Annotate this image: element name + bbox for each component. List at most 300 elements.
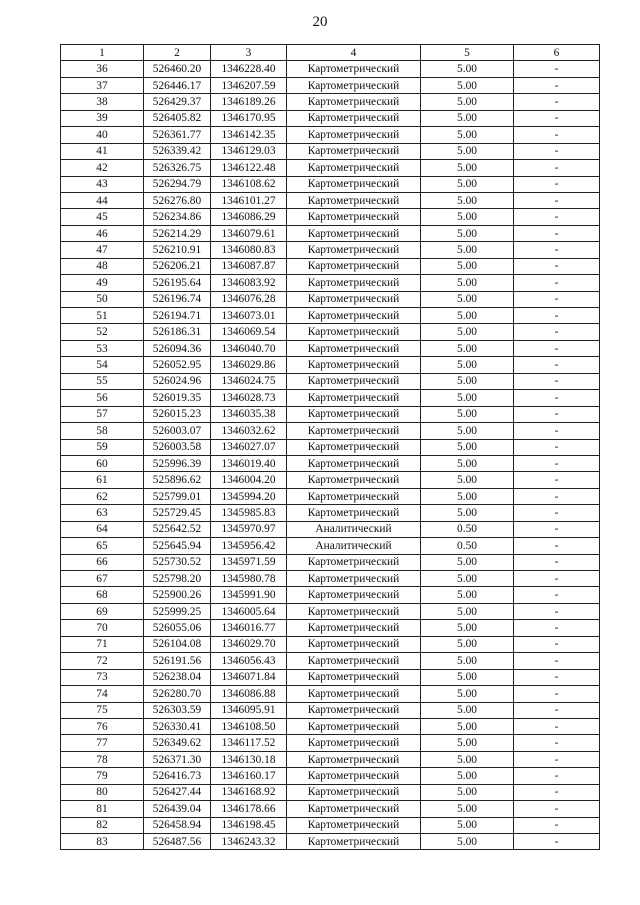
table-cell: 1346108.50 — [211, 718, 287, 734]
table-cell: 82 — [61, 817, 144, 833]
table-cell: 45 — [61, 209, 144, 225]
table-cell: Картометрический — [287, 160, 421, 176]
table-cell: - — [514, 308, 600, 324]
table-cell: 5.00 — [421, 143, 514, 159]
table-cell: 1345991.90 — [211, 587, 287, 603]
table-cell: Картометрический — [287, 472, 421, 488]
table-cell: 526206.21 — [144, 258, 211, 274]
table-cell: - — [514, 653, 600, 669]
table-cell: - — [514, 455, 600, 471]
table-cell: - — [514, 488, 600, 504]
table-cell: 1346198.45 — [211, 817, 287, 833]
table-cell: 526104.08 — [144, 636, 211, 652]
table-cell: 1346087.87 — [211, 258, 287, 274]
table-cell: 525730.52 — [144, 554, 211, 570]
table-cell: - — [514, 718, 600, 734]
table-cell: 5.00 — [421, 768, 514, 784]
table-cell: 39 — [61, 110, 144, 126]
table-cell: 526487.56 — [144, 834, 211, 850]
table-cell: 54 — [61, 357, 144, 373]
table-row — [61, 357, 600, 373]
table-cell: - — [514, 94, 600, 110]
table-cell: Картометрический — [287, 751, 421, 767]
table-cell: - — [514, 275, 600, 291]
table-cell: 5.00 — [421, 357, 514, 373]
table-cell: 5.00 — [421, 686, 514, 702]
table-cell: 79 — [61, 768, 144, 784]
table-cell: 70 — [61, 620, 144, 636]
table-cell: 5.00 — [421, 225, 514, 241]
table-cell: 5.00 — [421, 620, 514, 636]
table-cell: 1346079.61 — [211, 225, 287, 241]
table-cell: 0.50 — [421, 521, 514, 537]
table-cell: - — [514, 258, 600, 274]
table-cell: 66 — [61, 554, 144, 570]
table-cell: 1345985.83 — [211, 505, 287, 521]
table-cell: 0.50 — [421, 538, 514, 554]
table-row — [61, 192, 600, 208]
table-cell: 1345994.20 — [211, 488, 287, 504]
table-cell: Картометрический — [287, 702, 421, 718]
table-cell: 525798.20 — [144, 571, 211, 587]
table-cell: 526052.95 — [144, 357, 211, 373]
table-cell: 526446.17 — [144, 77, 211, 93]
table-cell: 526003.58 — [144, 439, 211, 455]
table-row — [61, 653, 600, 669]
table-cell: 78 — [61, 751, 144, 767]
table-cell: - — [514, 77, 600, 93]
table-cell: 5.00 — [421, 587, 514, 603]
table-cell: 526326.75 — [144, 160, 211, 176]
table-cell: 1346032.62 — [211, 423, 287, 439]
table-cell: 526439.04 — [144, 801, 211, 817]
table-cell: Картометрический — [287, 225, 421, 241]
table-cell: 44 — [61, 192, 144, 208]
table-row — [61, 768, 600, 784]
table-cell: - — [514, 176, 600, 192]
table-cell: 1346080.83 — [211, 242, 287, 258]
table-cell: 1346228.40 — [211, 61, 287, 77]
table-cell: Картометрический — [287, 275, 421, 291]
table-cell: 1346071.84 — [211, 669, 287, 685]
table-row — [61, 127, 600, 143]
table-cell: 1346029.86 — [211, 357, 287, 373]
table-cell: 74 — [61, 686, 144, 702]
table-cell: Картометрический — [287, 127, 421, 143]
table-cell: 1346083.92 — [211, 275, 287, 291]
table-cell: 526191.56 — [144, 653, 211, 669]
table-header-row — [61, 45, 600, 61]
table-cell: 5.00 — [421, 340, 514, 356]
table-cell: 5.00 — [421, 603, 514, 619]
table-row — [61, 110, 600, 126]
table-cell: Картометрический — [287, 587, 421, 603]
table-cell: 42 — [61, 160, 144, 176]
table-cell: - — [514, 801, 600, 817]
table-cell: Картометрический — [287, 439, 421, 455]
table-cell: 1345956.42 — [211, 538, 287, 554]
table-cell: 1346086.88 — [211, 686, 287, 702]
table-cell: 1346189.26 — [211, 94, 287, 110]
table-cell: - — [514, 143, 600, 159]
table-cell: 5.00 — [421, 390, 514, 406]
table-cell: 1346168.92 — [211, 784, 287, 800]
table-cell: 51 — [61, 308, 144, 324]
table-cell: 526015.23 — [144, 406, 211, 422]
table-cell: 1345971.59 — [211, 554, 287, 570]
table-cell: - — [514, 587, 600, 603]
table-row — [61, 225, 600, 241]
table-cell: 1346160.17 — [211, 768, 287, 784]
table-cell: 526427.44 — [144, 784, 211, 800]
table-row — [61, 455, 600, 471]
table-cell: 5.00 — [421, 801, 514, 817]
table-cell: Картометрический — [287, 620, 421, 636]
table-cell: 526276.80 — [144, 192, 211, 208]
table-row — [61, 751, 600, 767]
table-cell: 5.00 — [421, 571, 514, 587]
table-cell: Картометрический — [287, 653, 421, 669]
table-cell: Картометрический — [287, 357, 421, 373]
table-row — [61, 242, 600, 258]
column-header: 6 — [514, 45, 600, 61]
table-row — [61, 373, 600, 389]
table-cell: 1346122.48 — [211, 160, 287, 176]
table-cell: Картометрический — [287, 817, 421, 833]
table-cell: 80 — [61, 784, 144, 800]
table-cell: 5.00 — [421, 192, 514, 208]
table-cell: Картометрический — [287, 834, 421, 850]
table-cell: Картометрический — [287, 209, 421, 225]
table-row — [61, 258, 600, 274]
table-cell: 526458.94 — [144, 817, 211, 833]
page-number: 20 — [312, 14, 328, 30]
table-cell: - — [514, 521, 600, 537]
table-cell: 1346142.35 — [211, 127, 287, 143]
table-cell: - — [514, 110, 600, 126]
table-cell: Картометрический — [287, 308, 421, 324]
table-cell: 1346016.77 — [211, 620, 287, 636]
table-cell: 526416.73 — [144, 768, 211, 784]
table-cell: 53 — [61, 340, 144, 356]
table-cell: - — [514, 127, 600, 143]
table-cell: 1346178.66 — [211, 801, 287, 817]
table-cell: 526195.64 — [144, 275, 211, 291]
table-row — [61, 176, 600, 192]
table-row — [61, 702, 600, 718]
table-row — [61, 61, 600, 77]
table-cell: 5.00 — [421, 61, 514, 77]
table-row — [61, 94, 600, 110]
table-cell: Картометрический — [287, 718, 421, 734]
table-row — [61, 143, 600, 159]
table-cell: - — [514, 834, 600, 850]
table-cell: Картометрический — [287, 636, 421, 652]
table-cell: - — [514, 406, 600, 422]
table-row — [61, 801, 600, 817]
table-cell: 56 — [61, 390, 144, 406]
table-cell: - — [514, 357, 600, 373]
table-cell: 1346095.91 — [211, 702, 287, 718]
table-cell: 5.00 — [421, 669, 514, 685]
table-cell: - — [514, 192, 600, 208]
table-cell: 5.00 — [421, 406, 514, 422]
table-cell: - — [514, 423, 600, 439]
table-cell: 5.00 — [421, 242, 514, 258]
table-cell: - — [514, 686, 600, 702]
table-cell: 526094.36 — [144, 340, 211, 356]
table-cell: 5.00 — [421, 324, 514, 340]
table-cell: 1346130.18 — [211, 751, 287, 767]
table-cell: 55 — [61, 373, 144, 389]
table-row — [61, 488, 600, 504]
table-cell: 526210.91 — [144, 242, 211, 258]
table-cell: Картометрический — [287, 423, 421, 439]
table-row — [61, 77, 600, 93]
table-cell: 526019.35 — [144, 390, 211, 406]
table-cell: Картометрический — [287, 176, 421, 192]
table-cell: 83 — [61, 834, 144, 850]
column-header: 5 — [421, 45, 514, 61]
table-cell: 1346170.95 — [211, 110, 287, 126]
table-cell: 526405.82 — [144, 110, 211, 126]
table-cell: 5.00 — [421, 834, 514, 850]
table-row — [61, 669, 600, 685]
table-cell: - — [514, 538, 600, 554]
table-cell: 525996.39 — [144, 455, 211, 471]
table-cell: 5.00 — [421, 554, 514, 570]
table-cell: 61 — [61, 472, 144, 488]
table-cell: Картометрический — [287, 571, 421, 587]
table-cell: 76 — [61, 718, 144, 734]
table-cell: 65 — [61, 538, 144, 554]
table-cell: 525645.94 — [144, 538, 211, 554]
table-cell: - — [514, 209, 600, 225]
table-cell: - — [514, 225, 600, 241]
table-cell: Картометрический — [287, 242, 421, 258]
table-cell: 58 — [61, 423, 144, 439]
table-cell: Картометрический — [287, 94, 421, 110]
table-row — [61, 718, 600, 734]
table-cell: 5.00 — [421, 735, 514, 751]
table-cell: 5.00 — [421, 160, 514, 176]
table-cell: 1346019.40 — [211, 455, 287, 471]
table-row — [61, 686, 600, 702]
table-cell: 50 — [61, 291, 144, 307]
table-cell: - — [514, 324, 600, 340]
table-cell: 47 — [61, 242, 144, 258]
table-cell: - — [514, 669, 600, 685]
table-cell: 1346101.27 — [211, 192, 287, 208]
table-cell: 81 — [61, 801, 144, 817]
table-cell: - — [514, 554, 600, 570]
table-row — [61, 340, 600, 356]
column-header: 1 — [61, 45, 144, 61]
table-cell: 526234.86 — [144, 209, 211, 225]
table-cell: 526349.62 — [144, 735, 211, 751]
table-cell: - — [514, 340, 600, 356]
table-cell: - — [514, 242, 600, 258]
table-row — [61, 439, 600, 455]
table-cell: 5.00 — [421, 505, 514, 521]
table-cell: 5.00 — [421, 308, 514, 324]
table-row — [61, 817, 600, 833]
table-cell: 5.00 — [421, 455, 514, 471]
table-row — [61, 505, 600, 521]
table-cell: 1346027.07 — [211, 439, 287, 455]
table-cell: 57 — [61, 406, 144, 422]
table-cell: 5.00 — [421, 636, 514, 652]
table-cell: 1346086.29 — [211, 209, 287, 225]
table-cell: 526024.96 — [144, 373, 211, 389]
table-cell: 526194.71 — [144, 308, 211, 324]
table-cell: 5.00 — [421, 373, 514, 389]
table-cell: 5.00 — [421, 94, 514, 110]
table-cell: 1346005.64 — [211, 603, 287, 619]
table-cell: 60 — [61, 455, 144, 471]
table-cell: 5.00 — [421, 423, 514, 439]
table-cell: 5.00 — [421, 209, 514, 225]
table-cell: 526339.42 — [144, 143, 211, 159]
table-cell: 1346040.70 — [211, 340, 287, 356]
table-cell: 1345970.97 — [211, 521, 287, 537]
table-cell: 525900.26 — [144, 587, 211, 603]
table-cell: Картометрический — [287, 669, 421, 685]
table-cell: Картометрический — [287, 735, 421, 751]
table-cell: 36 — [61, 61, 144, 77]
column-header: 3 — [211, 45, 287, 61]
table-cell: - — [514, 768, 600, 784]
table-cell: Картометрический — [287, 390, 421, 406]
table-row — [61, 275, 600, 291]
table-cell: 5.00 — [421, 291, 514, 307]
table-cell: - — [514, 571, 600, 587]
table-cell: 77 — [61, 735, 144, 751]
table-cell: 526238.04 — [144, 669, 211, 685]
table-cell: 1346117.52 — [211, 735, 287, 751]
table-cell: - — [514, 439, 600, 455]
table-cell: 526429.37 — [144, 94, 211, 110]
coordinates-table — [60, 44, 600, 850]
table-cell: 526196.74 — [144, 291, 211, 307]
table-cell: 46 — [61, 225, 144, 241]
table-cell: Аналитический — [287, 538, 421, 554]
table-cell: Картометрический — [287, 143, 421, 159]
table-cell: Картометрический — [287, 192, 421, 208]
table-cell: 68 — [61, 587, 144, 603]
table-cell: 37 — [61, 77, 144, 93]
table-cell: 1346056.43 — [211, 653, 287, 669]
table-cell: 5.00 — [421, 258, 514, 274]
table-cell: Картометрический — [287, 488, 421, 504]
table-cell: - — [514, 472, 600, 488]
table-cell: 525729.45 — [144, 505, 211, 521]
table-row — [61, 603, 600, 619]
table-cell: 5.00 — [421, 751, 514, 767]
table-cell: 1346004.20 — [211, 472, 287, 488]
table-cell: 5.00 — [421, 110, 514, 126]
table-cell: 1346024.75 — [211, 373, 287, 389]
table-cell: 526280.70 — [144, 686, 211, 702]
column-header: 2 — [144, 45, 211, 61]
table-cell: Картометрический — [287, 603, 421, 619]
table-cell: 1345980.78 — [211, 571, 287, 587]
table-cell: 525642.52 — [144, 521, 211, 537]
table-cell: 5.00 — [421, 472, 514, 488]
table-row — [61, 324, 600, 340]
table-row — [61, 406, 600, 422]
table-cell: 62 — [61, 488, 144, 504]
table-cell: 63 — [61, 505, 144, 521]
table-cell: Картометрический — [287, 686, 421, 702]
table-cell: 526294.79 — [144, 176, 211, 192]
table-body — [61, 61, 600, 850]
table-cell: - — [514, 160, 600, 176]
table-row — [61, 571, 600, 587]
table-cell: - — [514, 505, 600, 521]
table-row — [61, 620, 600, 636]
table-cell: - — [514, 620, 600, 636]
table-cell: - — [514, 61, 600, 77]
table-cell: 5.00 — [421, 275, 514, 291]
table-cell: 526055.06 — [144, 620, 211, 636]
table-cell: Картометрический — [287, 406, 421, 422]
table-cell: 40 — [61, 127, 144, 143]
table-cell: Картометрический — [287, 61, 421, 77]
table-cell: 48 — [61, 258, 144, 274]
table-cell: Картометрический — [287, 455, 421, 471]
table-cell: Картометрический — [287, 110, 421, 126]
table-cell: Картометрический — [287, 768, 421, 784]
table-cell: 5.00 — [421, 653, 514, 669]
table-row — [61, 209, 600, 225]
table-row — [61, 472, 600, 488]
table-row — [61, 636, 600, 652]
table-cell: - — [514, 603, 600, 619]
table-row — [61, 423, 600, 439]
table-cell: 526214.29 — [144, 225, 211, 241]
table-cell: 1346076.28 — [211, 291, 287, 307]
table-cell: Картометрический — [287, 291, 421, 307]
table-cell: - — [514, 702, 600, 718]
table-cell: 71 — [61, 636, 144, 652]
table-cell: - — [514, 784, 600, 800]
table-cell: 526460.20 — [144, 61, 211, 77]
table-cell: - — [514, 817, 600, 833]
table-cell: Картометрический — [287, 554, 421, 570]
table-row — [61, 160, 600, 176]
table-cell: 1346243.32 — [211, 834, 287, 850]
table-cell: 59 — [61, 439, 144, 455]
table-cell: 526303.59 — [144, 702, 211, 718]
table-cell: 5.00 — [421, 176, 514, 192]
table-cell: 5.00 — [421, 702, 514, 718]
table-cell: 5.00 — [421, 718, 514, 734]
table-cell: Картометрический — [287, 258, 421, 274]
table-row — [61, 390, 600, 406]
table-cell: 1346035.38 — [211, 406, 287, 422]
table-cell: Картометрический — [287, 324, 421, 340]
table-row — [61, 521, 600, 537]
table-cell: 5.00 — [421, 817, 514, 833]
table-cell: 38 — [61, 94, 144, 110]
table-cell: Картометрический — [287, 784, 421, 800]
table-cell: Картометрический — [287, 373, 421, 389]
table-cell: 52 — [61, 324, 144, 340]
table-cell: 1346108.62 — [211, 176, 287, 192]
table-cell: 525896.62 — [144, 472, 211, 488]
table-cell: 526371.30 — [144, 751, 211, 767]
